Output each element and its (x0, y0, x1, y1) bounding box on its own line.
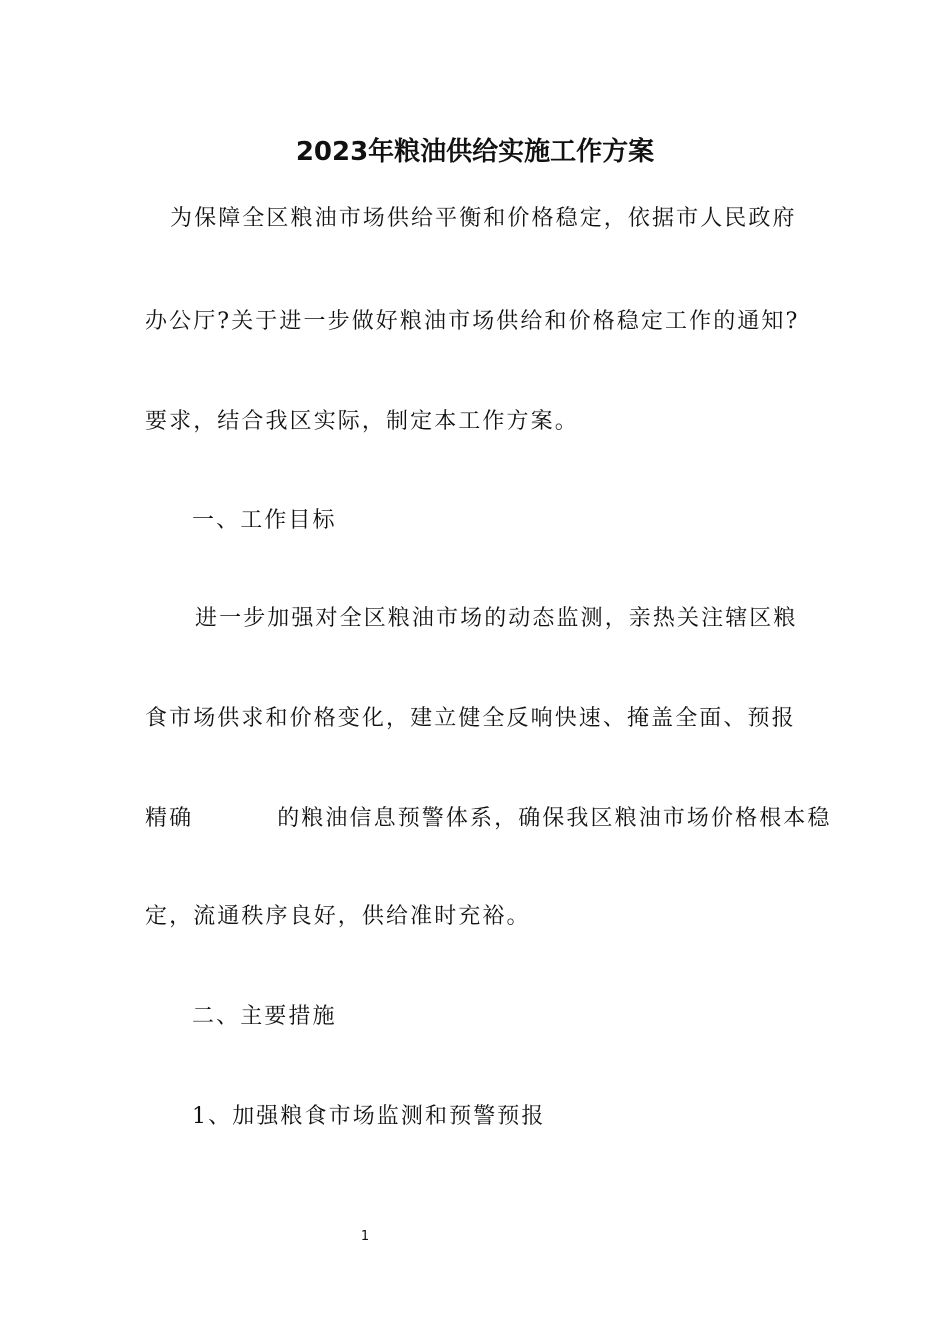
line-fragment: 的粮油信息预警体系，确保我区粮油市场价格根本稳 (277, 806, 832, 831)
paragraph-line: 要求，结合我区实际，制定本工作方案。 (145, 409, 579, 434)
page-number: 1 (360, 1229, 370, 1244)
paragraph-line (145, 802, 832, 836)
section-heading-measures: 二、主要措施 (192, 1004, 337, 1029)
paragraph-line: 定，流通秩序良好，供给准时充裕。 (145, 904, 531, 929)
document-title: 2023年粮油供给实施工作方案 (295, 137, 655, 167)
paragraph-line: 为保障全区粮油市场供给平衡和价格稳定，依据市人民政府 (170, 206, 797, 231)
paragraph-line: 办公厅?关于进一步做好粮油市场供给和价格稳定工作的通知? (145, 309, 800, 334)
subsection-heading: 1、加强粮食市场监测和预警预报 (192, 1104, 546, 1129)
line-fragment: 精确 (145, 806, 194, 831)
section-heading-goal: 一、工作目标 (192, 508, 337, 533)
paragraph-line: 食市场供求和价格变化，建立健全反响快速、掩盖全面、预报 (145, 706, 796, 731)
paragraph-line: 进一步加强对全区粮油市场的动态监测，亲热关注辖区粮 (195, 606, 798, 631)
